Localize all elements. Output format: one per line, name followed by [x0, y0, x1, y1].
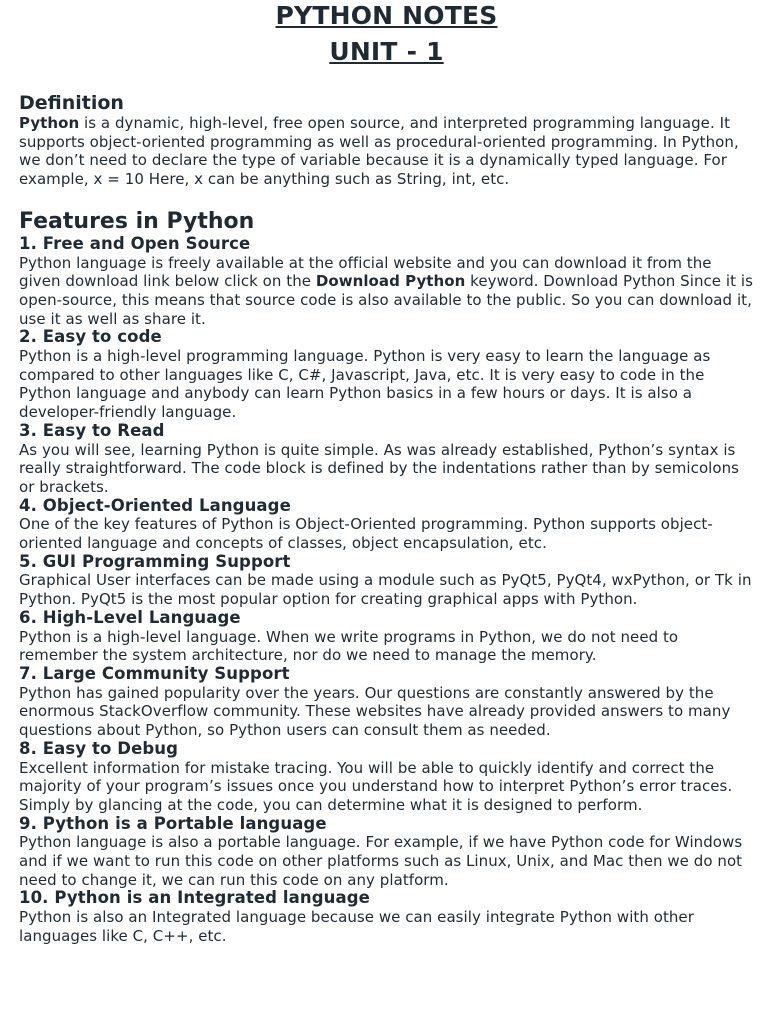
feature-title: 8. Easy to Debug	[19, 738, 179, 758]
feature-title: 1. Free and Open Source	[19, 233, 251, 253]
feature-bold-text: Download Python	[315, 272, 466, 291]
feature-text: Python has gained popularity over the years. Our questions are constantly answered by the enormous StackOverflow community. These websites have already provided answers to many questions about Python, so Python users can consult them as needed.	[19, 683, 731, 740]
feature-text	[19, 254, 754, 329]
document-page	[19, 0, 754, 946]
feature-text: One of the key features of Python is Object-Oriented programming. Python supports object-oriented language and concepts of classes, object encapsulation, etc.	[19, 515, 713, 553]
feature-text: Python is a high-level programming language. Python is very easy to learn the language as compared to other languages like C, C#, Javascript, Java, etc. It is very easy to code in the Python language and anybody can learn Python basics in a few hours or days. It is also a developer-friendly language.	[19, 347, 711, 422]
document-subtitle: UNIT - 1	[329, 37, 444, 66]
feature-title: 5. GUI Programming Support	[19, 551, 291, 571]
feature-text: Python is also an Integrated language because we can easily integrate Python with other languages like C, C++, etc.	[19, 908, 694, 945]
feature-title: 2. Easy to code	[19, 327, 162, 347]
feature-text-part: Python language is freely available at the official website and you can download it from the given download link below click on the	[19, 253, 712, 291]
definition-lead: Python	[19, 114, 80, 132]
feature-text: Excellent information for mistake tracing. You will be able to quickly identify and correct the majority of your program’s issues once you understand how to interpret Python’s error traces. Simply by glancing at the code, you can determine what it is designed to perform.	[19, 758, 733, 814]
feature-text-part: keyword. Download Python Since it is open-source, this means that source code is also available to the public. So you can download it, use it as well as share it.	[19, 272, 753, 328]
feature-title: 4. Object-Oriented Language	[19, 495, 291, 515]
feature-title: 6. High-Level Language	[19, 607, 241, 627]
feature-title: 7. Large Community Support	[19, 663, 290, 683]
definition-text: is a dynamic, high-level, free open source, and interpreted programming language. It supports object-oriented programming as well as procedural-oriented programming. In Python, we don’t need to declare the type of variable because it is a dynamically typed language. For example, x = 10 Here, x can be anything such as String, int, etc.	[19, 114, 739, 189]
feature-title: 9. Python is a Portable language	[19, 813, 327, 833]
feature-text: Python is a high-level language. When we write programs in Python, we do not need to remember the system architecture, nor do we need to manage the memory.	[19, 627, 679, 665]
feature-text: Graphical User interfaces can be made using a module such as PyQt5, PyQt4, wxPython, or Tk in Python. PyQt5 is the most popular option for creating graphical apps with Python.	[19, 571, 752, 609]
features-heading: Features in Python	[19, 208, 255, 234]
feature-title: 10. Python is an Integrated language	[19, 888, 370, 908]
document-title: PYTHON NOTES	[275, 1, 498, 30]
definition-heading: Definition	[19, 92, 124, 114]
feature-text: As you will see, learning Python is quite simple. As was already established, Python’s syntax is really straightforward. The code block is defined by the indentations rather than by semicolons or brackets.	[19, 440, 740, 496]
feature-title: 3. Easy to Read	[19, 420, 165, 440]
feature-text: Python language is also a portable language. For example, if we have Python code for Windows and if we want to run this code on other platforms such as Linux, Unix, and Mac then we do not need to change it, we can run this code on any platform.	[19, 833, 743, 889]
definition-paragraph	[19, 114, 754, 189]
